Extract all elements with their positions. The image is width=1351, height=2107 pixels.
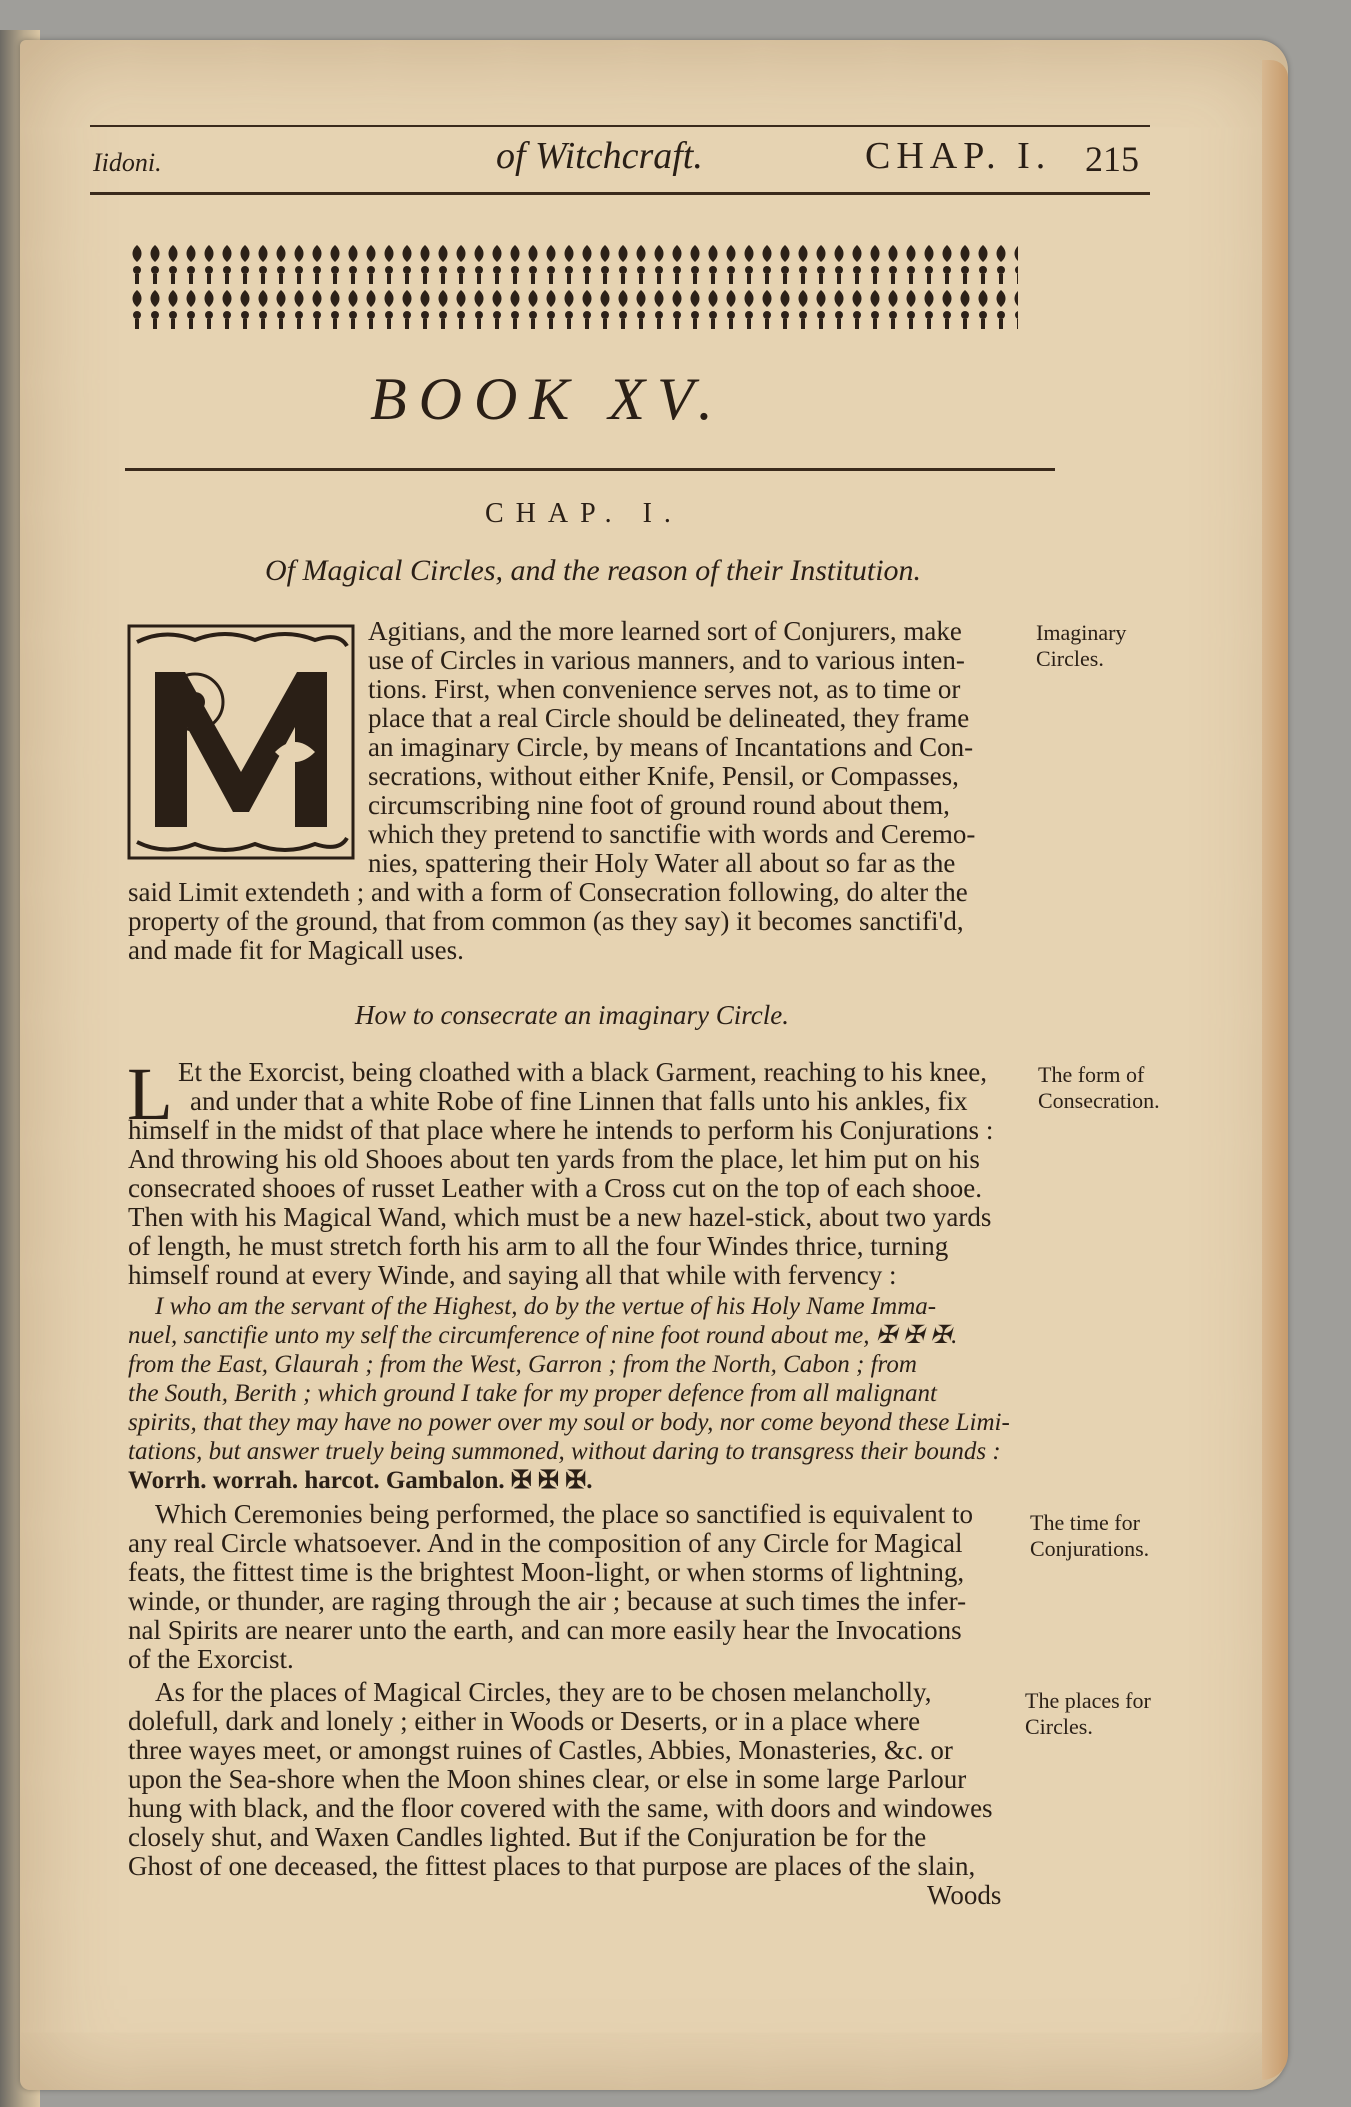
- decorated-initial-m: [125, 622, 357, 862]
- margin-note-line: Circles.: [1036, 646, 1104, 671]
- invocation-line: spirits, that they may have no power over my soul or body, nor come beyond these Limi-: [128, 1409, 1010, 1436]
- book-title: BOOK XV.: [370, 366, 725, 432]
- invocation-line: tations, but answer truely being summoned, without daring to transgress their bounds :: [128, 1438, 1001, 1465]
- p4-line: upon the Sea-shore when the Moon shines clear, or else in some large Parlour: [128, 1764, 967, 1794]
- p1-line: said Limit extendeth ; and with a form of Consecration following, do alter the: [128, 877, 968, 907]
- p1-line: and made fit for Magicall uses.: [128, 935, 464, 965]
- p2-line: Then with his Magical Wand, which must be a new hazel-stick, about two yards: [128, 1202, 992, 1232]
- p2-line: himself in the midst of that place where he intends to perform his Conjurations :: [128, 1115, 994, 1145]
- catchword: Woods: [927, 1880, 1002, 1910]
- margin-note-form: [1038, 1062, 1160, 1114]
- p3-line: winde, or thunder, are raging through the air ; because at such times the infer-: [128, 1586, 967, 1616]
- header-bottom-rule: [90, 192, 1150, 195]
- p1-line: use of Circles in various manners, and to various inten-: [368, 645, 965, 675]
- p1-line: tions. First, when convenience serves not, as to time or: [368, 674, 961, 704]
- p2-line: consecrated shooes of russet Leather with a Cross cut on the top of each shooe.: [128, 1173, 982, 1203]
- p3-line: of the Exorcist.: [128, 1644, 294, 1674]
- invocation-line: I who am the servant of the Highest, do by the vertue of his Holy Name Imma-: [155, 1293, 937, 1320]
- ornament-band: [128, 242, 1018, 332]
- invocation-line: the South, Berith ; which ground I take for my proper defence from all malignant: [128, 1380, 937, 1407]
- p4-line: As for the places of Magical Circles, they are to be chosen melancholly,: [155, 1677, 932, 1707]
- p2-line: himself round at every Winde, and saying all that while with fervency :: [128, 1260, 897, 1290]
- p3-line: Which Ceremonies being performed, the place so sanctified is equivalent to: [155, 1499, 973, 1529]
- p1-line: circumscribing nine foot of ground round about them,: [368, 790, 950, 820]
- margin-note-line: Imaginary: [1036, 620, 1127, 645]
- margin-note-places: [1025, 1688, 1151, 1740]
- margin-note-time: [1030, 1510, 1149, 1562]
- page-number: 215: [1085, 139, 1139, 179]
- p4-line: hung with black, and the floor covered with the same, with doors and windowes: [128, 1793, 993, 1823]
- p1-line: Agitians, and the more learned sort of Conjurers, make: [368, 616, 962, 646]
- title-rule: [125, 468, 1055, 471]
- chapter-subtitle: Of Magical Circles, and the reason of their Institution.: [265, 554, 922, 587]
- margin-note-line: Consecration.: [1038, 1088, 1160, 1113]
- chapter-heading: CHAP. I.: [485, 498, 683, 529]
- page-edge: [1262, 60, 1288, 2080]
- margin-note-line: The form of: [1038, 1062, 1145, 1087]
- invocation-line: from the East, Glaurah ; from the West, Garron ; from the North, Cabon ; from: [128, 1351, 917, 1378]
- p4-line: closely shut, and Waxen Candles lighted. But if the Conjuration be for the: [128, 1822, 927, 1852]
- invocation-line: nuel, sanctifie unto my self the circumference of nine foot round about me, ✠ ✠ ✠.: [128, 1322, 958, 1349]
- p2-line: and under that a white Robe of fine Linnen that falls unto his ankles, fix: [190, 1086, 968, 1116]
- p1-line: place that a real Circle should be delineated, they frame: [368, 703, 970, 733]
- header-title: of Witchcraft.: [496, 135, 703, 177]
- p1-line: which they pretend to sanctifie with words and Ceremo-: [368, 819, 976, 849]
- header-left: Iidoni.: [93, 148, 162, 177]
- p3-line: any real Circle whatsoever. And in the composition of any Circle for Magical: [128, 1528, 963, 1558]
- p4-line: three wayes meet, or amongst ruines of Castles, Abbies, Monasteries, &c. or: [128, 1735, 953, 1765]
- p4-line: dolefull, dark and lonely ; either in Woods or Deserts, or in a place where: [128, 1706, 921, 1736]
- margin-note-imaginary: [1036, 620, 1126, 672]
- margin-note-line: The time for: [1030, 1510, 1140, 1535]
- p3-line: feats, the fittest time is the brightest Moon-light, or when storms of lightning,: [128, 1557, 965, 1587]
- header-chapter: CHAP. I.: [865, 135, 1052, 177]
- initial-l: L: [127, 1053, 173, 1136]
- p4-line: Ghost of one deceased, the fittest places to that purpose are places of the slain,: [128, 1851, 976, 1881]
- header-top-rule: [90, 125, 1150, 127]
- p1-line: property of the ground, that from common (as they say) it becomes sanctifi'd,: [128, 906, 964, 936]
- p3-line: nal Spirits are nearer unto the earth, and can more easily hear the Invocations: [128, 1615, 962, 1645]
- section-title: How to consecrate an imaginary Circle.: [355, 1000, 789, 1030]
- p1-line: secrations, without either Knife, Pensil, or Compasses,: [368, 761, 959, 791]
- margin-note-line: The places for: [1025, 1688, 1151, 1713]
- p2-line: of length, he must stretch forth his arm to all the four Windes thrice, turning: [128, 1231, 949, 1261]
- p1-line: an imaginary Circle, by means of Incantations and Con-: [368, 732, 974, 762]
- invocation-line: Worrh. worrah. harcot. Gambalon. ✠ ✠ ✠.: [128, 1467, 593, 1494]
- margin-note-line: Circles.: [1025, 1714, 1093, 1739]
- margin-note-line: Conjurations.: [1030, 1536, 1150, 1561]
- p1-line: nies, spattering their Holy Water all about so far as the: [368, 848, 956, 878]
- p2-line: And throwing his old Shooes about ten yards from the place, let him put on his: [128, 1144, 980, 1174]
- p2-line: Et the Exorcist, being cloathed with a black Garment, reaching to his knee,: [178, 1057, 987, 1087]
